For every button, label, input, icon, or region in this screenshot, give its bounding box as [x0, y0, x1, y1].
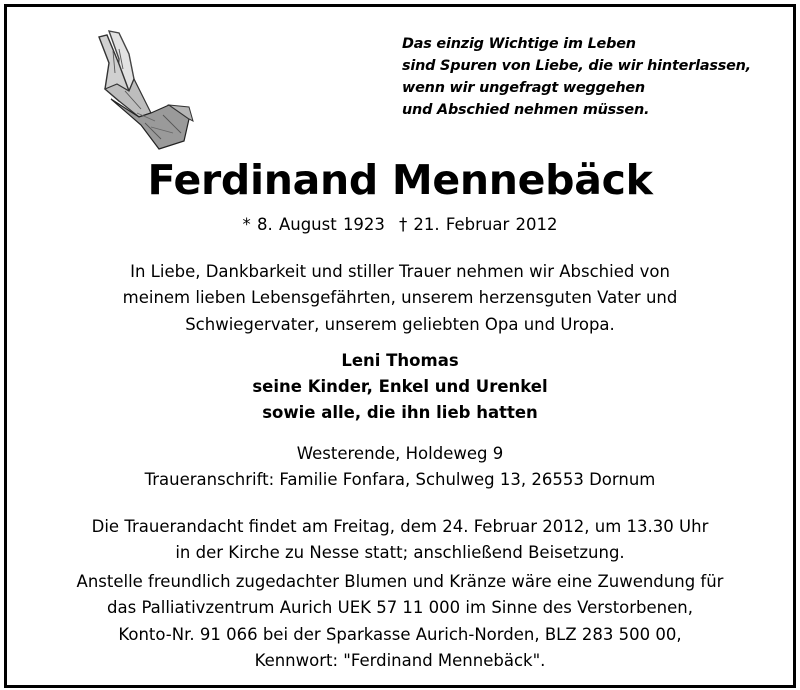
service-info [7, 514, 793, 567]
address-block [7, 441, 793, 494]
poem-quote [402, 33, 772, 121]
praying-hands-icon [89, 29, 199, 154]
mourner-line: Leni Thomas [341, 351, 459, 370]
donation-info [7, 569, 793, 674]
intro-text [7, 259, 793, 338]
intro-line: Schwiegervater, unserem geliebten Opa und Uropa. [185, 314, 615, 334]
death-date: † 21. Februar 2012 [398, 215, 558, 234]
mourners-list [7, 348, 793, 426]
address-line: Westerende, Holdeweg 9 [296, 444, 504, 463]
intro-line: meinem lieben Lebensgefährten, unserem herzensguten Vater und [122, 288, 678, 308]
donation-line: Konto-Nr. 91 066 bei der Sparkasse Aurich-Norden, BLZ 283 500 00, [118, 624, 682, 644]
service-line: Die Trauerandacht findet am Freitag, dem 24. Februar 2012, um 13.30 Uhr [91, 517, 709, 536]
deceased-name: Ferdinand Mennebäck [147, 156, 653, 204]
address-line: Traueranschrift: Familie Fonfara, Schulweg 13, 26553 Dornum [144, 470, 656, 490]
mourner-line: sowie alle, die ihn lieb hatten [262, 403, 538, 422]
birth-date: * 8. August 1923 [242, 215, 385, 234]
mourner-line: seine Kinder, Enkel und Urenkel [252, 377, 548, 396]
intro-line: In Liebe, Dankbarkeit und stiller Trauer nehmen wir Abschied von [130, 262, 670, 281]
poem-line: sind Spuren von Liebe, die wir hinterlassen, [402, 58, 751, 74]
service-line: in der Kirche zu Nesse statt; anschließend Beisetzung. [175, 543, 625, 563]
donation-line: das Palliativzentrum Aurich UEK 57 11 000 im Sinne des Verstorbenen, [107, 598, 693, 618]
obituary-notice [4, 4, 796, 688]
life-dates [7, 212, 793, 238]
poem-line: und Abschied nehmen müssen. [402, 102, 650, 118]
poem-line: wenn wir ungefragt weggehen [402, 80, 645, 96]
poem-line: Das einzig Wichtige im Leben [402, 36, 636, 52]
donation-line: Kennwort: "Ferdinand Mennebäck". [254, 650, 546, 670]
donation-line: Anstelle freundlich zugedachter Blumen und Kränze wäre eine Zuwendung für [76, 572, 724, 591]
